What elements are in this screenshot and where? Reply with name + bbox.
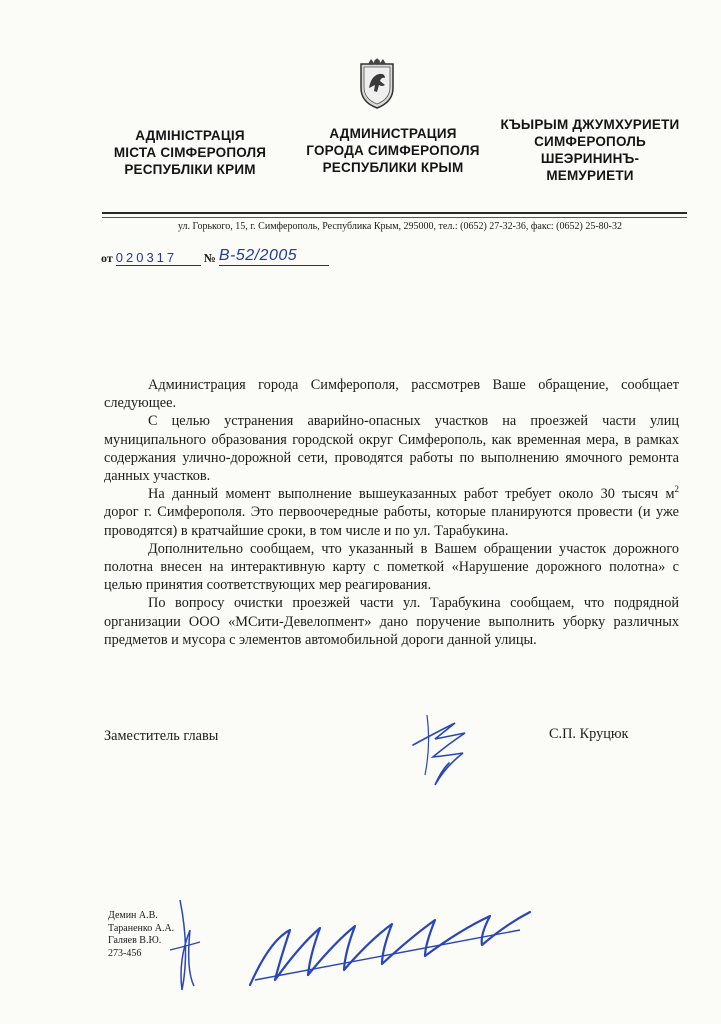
executor-3: Галяев В.Ю. — [108, 935, 162, 946]
org-name-ukrainian — [100, 127, 280, 178]
org-name-russian — [288, 125, 498, 176]
crimea-coat-of-arms-icon — [355, 58, 399, 110]
paragraph-3-part-a: На данный момент выполнение вышеуказанных работ требует около 30 тысяч м — [148, 486, 675, 503]
org-name-crimean-tatar — [490, 116, 690, 184]
square-superscript: 2 — [674, 484, 679, 495]
org-ru-line-3: РЕСПУБЛИКИ КРЫМ — [322, 160, 464, 175]
org-cr-line-3: ШЕЭРИНИНЪ- — [540, 151, 640, 166]
handwritten-signature — [405, 705, 475, 795]
paragraph-1: Администрация города Симферополя, рассмотрев Ваше обращение, сообщает следующее. — [104, 377, 679, 412]
paragraph-5: По вопросу очистки проезжей части ул. Тарабукина сообщаем, что подрядной организации ООО «МСити-Девелопмент» дано поручение выполнить уборку различных предметов и мусора с элементов автомобильной дороги данной улицы. — [104, 595, 679, 648]
number-label: № — [203, 251, 216, 265]
executor-phone: 273-456 — [108, 947, 142, 959]
letter-body — [104, 376, 679, 649]
org-ru-line-2: ГОРОДА СИМФЕРОПОЛЯ — [306, 143, 480, 158]
org-ua-line-2: МІСТА СІМФЕРОПОЛЯ — [113, 145, 267, 160]
from-label: от — [101, 251, 113, 265]
header-rule — [102, 212, 687, 214]
registration-date: 020317 — [116, 250, 201, 266]
executor-1: Демин А.В. — [108, 910, 158, 921]
executor-2: Тараненко А.А. — [108, 922, 175, 934]
registration-line — [101, 247, 329, 269]
signatory-title: Заместитель главы — [104, 728, 219, 744]
org-cr-line-2: СИМФЕРОПОЛЬ — [534, 134, 646, 149]
org-ua-line-3: РЕСПУБЛІКИ КРИМ — [124, 162, 256, 177]
paragraph-3 — [104, 485, 679, 540]
org-ua-line-1: АДМІНІСТРАЦІЯ — [135, 128, 245, 143]
executor-signature — [160, 890, 540, 1000]
org-ru-line-1: АДМИНИСТРАЦИЯ — [329, 126, 457, 141]
registration-number: В-52/2005 — [219, 247, 329, 266]
org-cr-line-4: МЕМУРИЕТИ — [546, 168, 634, 183]
signatory-name: С.П. Круцюк — [549, 726, 629, 742]
header-address: ул. Горького, 15, г. Симферополь, Республика Крым, 295000, тел.: (0652) 27-32-36, факс: (0652) 25-80-32 — [177, 221, 622, 232]
org-cr-line-1: КЪЫРЫМ ДЖУМХУРИЕТИ — [500, 117, 680, 132]
header-rule-thin — [102, 217, 687, 218]
paragraph-4: Дополнительно сообщаем, что указанный в Вашем обращении участок дорожного полотна внесен на интерактивную карту с пометкой «Нарушение дорожного полотна» с целью принятия соответствующих мер реагирования. — [104, 540, 679, 594]
paragraph-3-part-b: дорог г. Симферополя. Это первоочередные работы, которые планируются провести (и уже проводятся) в кратчайшие сроки, в том числе и по ул. Тарабукина. — [104, 504, 679, 539]
paragraph-2: С целью устранения аварийно-опасных участков на проезжей части улиц муниципального образования городской округ Симферополь, как временная мера, в рамках содержания улично-дорожной сети, проводятся работы по выполнению ямочного ремонта данных участков. — [104, 413, 679, 485]
